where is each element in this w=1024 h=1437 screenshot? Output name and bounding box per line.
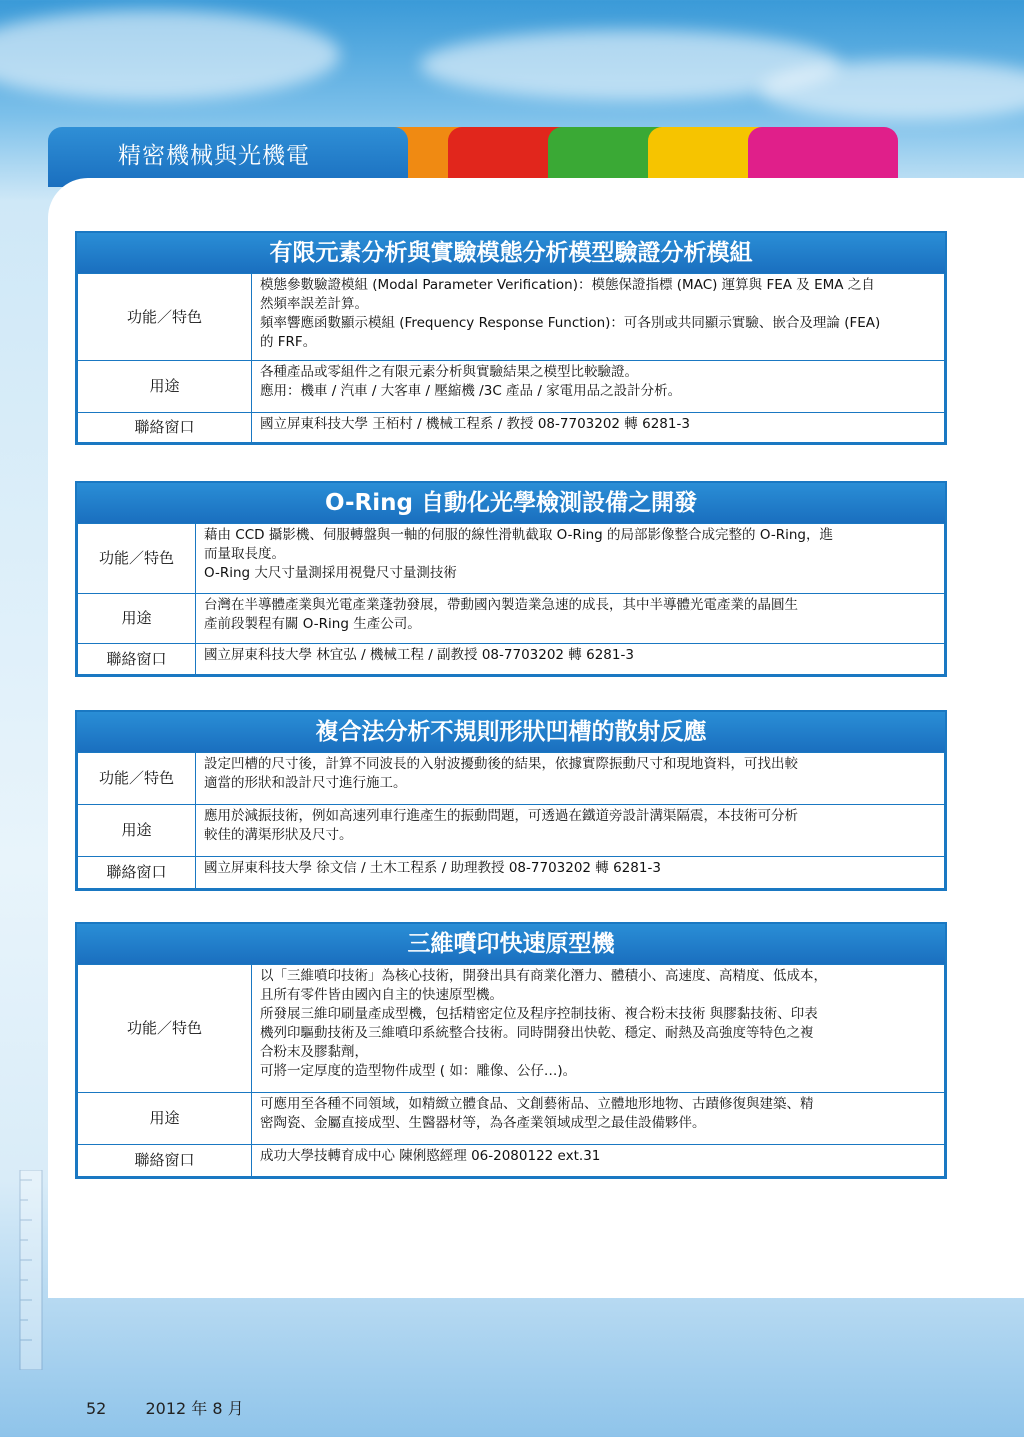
row-label: 聯絡窗口 bbox=[78, 413, 252, 443]
row-content bbox=[252, 361, 945, 413]
tab-precision-machinery[interactable]: 精密機械與光機電 bbox=[48, 127, 408, 187]
row-label: 聯絡窗口 bbox=[78, 1145, 252, 1177]
row-label: 用途 bbox=[78, 805, 196, 857]
content-line: 國立屏東科技大學 王栢村 / 機械工程系 / 教授 08-7703202 轉 6281-3 bbox=[260, 416, 690, 432]
content-line: 且所有零件皆由國內自主的快速原型機。 bbox=[260, 987, 503, 1003]
row-content bbox=[252, 1093, 945, 1145]
row-content bbox=[196, 644, 945, 675]
content-line: O-Ring 大尺寸量測採用視覺尺寸量測技術 bbox=[204, 565, 457, 581]
content-line: 設定凹槽的尺寸後，計算不同波長的入射波擾動後的結果，依據實際振動尺寸和現地資料，可找出較 bbox=[204, 756, 798, 772]
content-line: 適當的形狀和設計尺寸進行施工。 bbox=[204, 775, 407, 791]
row-label: 功能／特色 bbox=[78, 965, 252, 1093]
cloud-decoration bbox=[0, 10, 340, 100]
content-line: 台灣在半導體產業與光電產業蓬勃發展，帶動國內製造業急速的成長，其中半導體光電產業的晶圓生 bbox=[204, 597, 798, 613]
content-line: 機列印驅動技術及三維噴印系統整合技術。同時開發出快乾、穩定、耐熱及高強度等特色之複 bbox=[260, 1025, 814, 1041]
tech-block bbox=[75, 481, 947, 677]
row-label: 功能／特色 bbox=[78, 524, 196, 594]
row-label: 用途 bbox=[78, 1093, 252, 1145]
tech-block bbox=[75, 710, 947, 891]
content-line: 以「三維噴印技術」為核心技術，開發出具有商業化潛力、體積小、高速度、高精度、低成本， bbox=[260, 968, 827, 984]
content-line: 而量取長度。 bbox=[204, 546, 285, 562]
content-line: 合粉末及膠黏劑， bbox=[260, 1044, 368, 1060]
content-line: 模態參數驗證模組 (Modal Parameter Verification)：模態保證指標 (MAC) 運算與 FEA 及 EMA 之自 bbox=[260, 277, 875, 293]
block-title: 複合法分析不規則形狀凹槽的散射反應 bbox=[77, 712, 945, 752]
content-line: 產前段製程有關 O-Ring 生產公司。 bbox=[204, 616, 421, 632]
info-table bbox=[77, 273, 945, 443]
row-label: 用途 bbox=[78, 361, 252, 413]
content-line: 的 FRF。 bbox=[260, 334, 317, 350]
row-content bbox=[196, 524, 945, 594]
block-title: O-Ring 自動化光學檢測設備之開發 bbox=[77, 483, 945, 523]
row-content bbox=[196, 805, 945, 857]
row-content bbox=[252, 413, 945, 443]
content-line: 藉由 CCD 攝影機、伺服轉盤與一軸的伺服的線性滑軌截取 O-Ring 的局部影像整合成完整的 O-Ring，進 bbox=[204, 527, 833, 543]
block-title: 三維噴印快速原型機 bbox=[77, 924, 945, 964]
ruler-decoration bbox=[0, 1170, 60, 1370]
row-label: 功能／特色 bbox=[78, 274, 252, 361]
row-content bbox=[196, 753, 945, 805]
cloud-decoration bbox=[760, 60, 1024, 120]
content-line: 成功大學技轉育成中心 陳俐愍經理 06-2080122 ext.31 bbox=[260, 1148, 601, 1164]
content-line: 各種產品或零組件之有限元素分析與實驗結果之模型比較驗證。 bbox=[260, 364, 638, 380]
page-number: 52 bbox=[86, 1399, 107, 1418]
info-table bbox=[77, 964, 945, 1177]
row-content bbox=[196, 594, 945, 644]
row-content bbox=[252, 965, 945, 1093]
row-content bbox=[196, 857, 945, 889]
content-line: 國立屏東科技大學 林宜弘 / 機械工程 / 副教授 08-7703202 轉 6281-3 bbox=[204, 647, 634, 663]
content-line: 國立屏東科技大學 徐文信 / 土木工程系 / 助理教授 08-7703202 轉 6281-3 bbox=[204, 860, 661, 876]
row-label: 聯絡窗口 bbox=[78, 857, 196, 889]
content-line: 然頻率誤差計算。 bbox=[260, 296, 368, 312]
row-content bbox=[252, 1145, 945, 1177]
content-line: 可將一定厚度的造型物件成型 ( 如：雕像、公仔…)。 bbox=[260, 1063, 577, 1079]
page-footer bbox=[86, 1396, 278, 1419]
content-line: 較佳的溝渠形狀及尺寸。 bbox=[204, 827, 353, 843]
content-line: 所發展三維印刷量產成型機，包括精密定位及程序控制技術、複合粉末技術 與膠黏技術、印表 bbox=[260, 1006, 818, 1022]
block-title: 有限元素分析與實驗模態分析模型驗證分析模組 bbox=[77, 233, 945, 273]
tech-block bbox=[75, 231, 947, 445]
tech-block bbox=[75, 922, 947, 1179]
row-label: 聯絡窗口 bbox=[78, 644, 196, 675]
row-label: 功能／特色 bbox=[78, 753, 196, 805]
issue-date: 2012 年 8 月 bbox=[145, 1399, 244, 1418]
content-line: 密陶瓷、金屬直接成型、生醫器材等，為各產業領域成型之最佳設備夥伴。 bbox=[260, 1115, 706, 1131]
content-line: 應用：機車 / 汽車 / 大客車 / 壓縮機 /3C 產品 / 家電用品之設計分析。 bbox=[260, 383, 682, 399]
row-content bbox=[252, 274, 945, 361]
content-line: 頻率響應函數顯示模組 (Frequency Response Function)：可各別或共同顯示實驗、嵌合及理論 (FEA) bbox=[260, 315, 881, 331]
info-table bbox=[77, 752, 945, 889]
content-line: 應用於減振技術，例如高速列車行進產生的振動問題，可透過在鐵道旁設計溝渠隔震，本技術可分析 bbox=[204, 808, 798, 824]
info-table bbox=[77, 523, 945, 675]
row-label: 用途 bbox=[78, 594, 196, 644]
content-line: 可應用至各種不同領域，如精緻立體食品、文創藝術品、立體地形地物、古蹟修復與建築、精 bbox=[260, 1096, 814, 1112]
